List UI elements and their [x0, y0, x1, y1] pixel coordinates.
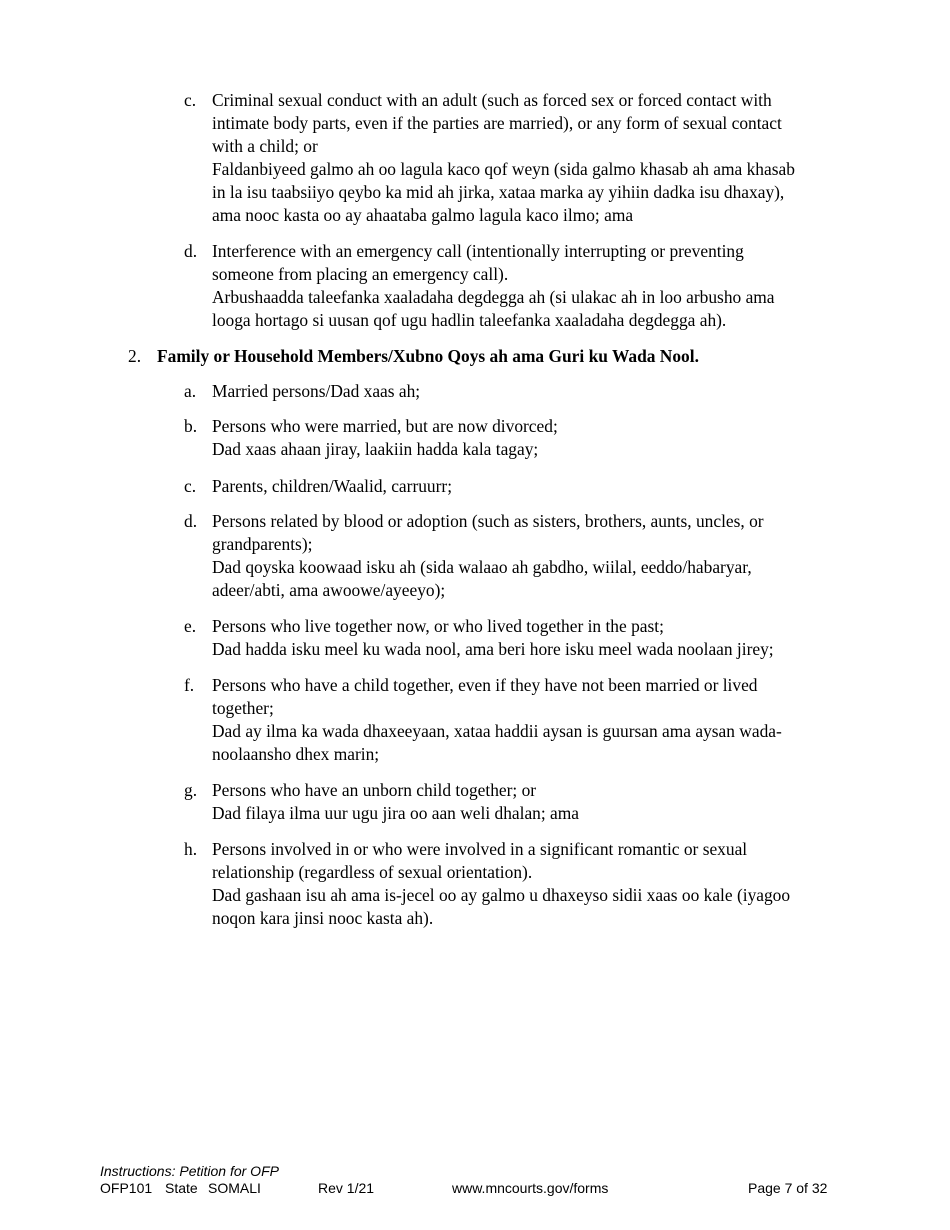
item-line: Dad xaas ahaan jiray, laakiin hadda kala tagay; — [212, 439, 539, 459]
item-text — [212, 240, 842, 332]
item-text — [212, 475, 842, 498]
item-line: intimate body parts, even if the parties are married), or any form of sexual contact — [212, 113, 782, 133]
item-marker: a. — [184, 381, 197, 401]
item-line: Persons who have an unborn child together; or — [212, 780, 537, 800]
item-line: Married persons/Dad xaas ah; — [212, 381, 421, 401]
item-marker: g. — [184, 780, 198, 800]
item-line: Persons involved in or who were involved in a significant romantic or sexual — [212, 839, 748, 859]
item-text — [212, 674, 842, 766]
footer-state: State — [165, 1180, 198, 1196]
item-text — [212, 510, 842, 602]
item-line: Persons related by blood or adoption (such as sisters, brothers, aunts, uncles, or — [212, 511, 764, 531]
item-line: Parents, children/Waalid, carruurr; — [212, 476, 453, 496]
item-line: Persons who live together now, or who lived together in the past; — [212, 616, 664, 636]
item-line: Persons who have a child together, even if they have not been married or lived — [212, 675, 758, 695]
item-line: Dad filaya ilma uur ugu jira oo aan weli dhalan; ama — [212, 803, 580, 823]
item-line: adeer/abti, ama awoowe/ayeeyo); — [212, 580, 446, 600]
footer-form-id: OFP101 — [100, 1180, 153, 1196]
item-marker: c. — [184, 90, 197, 110]
item-marker: d. — [184, 511, 198, 531]
item-line: Faldanbiyeed galmo ah oo lagula kaco qof weyn (sida galmo khasab ah ama khasab — [212, 159, 795, 179]
item-marker: h. — [184, 839, 198, 859]
item-marker: d. — [184, 241, 198, 261]
item-line: Interference with an emergency call (intentionally interrupting or preventing — [212, 241, 744, 261]
item-line: ama nooc kasta oo ay ahaataba galmo lagula kaco ilmo; ama — [212, 205, 634, 225]
item-marker: b. — [184, 416, 198, 436]
item-line: Criminal sexual conduct with an adult (such as forced sex or forced contact with — [212, 90, 772, 110]
item-marker: e. — [184, 616, 197, 636]
item-line: relationship (regardless of sexual orientation). — [212, 862, 533, 882]
item-text — [212, 89, 842, 227]
item-text — [212, 415, 842, 461]
item-text — [212, 779, 842, 825]
item-text — [212, 615, 842, 661]
item-line: Dad gashaan isu ah ama is-jecel oo ay galmo u dhaxeyso sidii xaas oo kale (iyagoo — [212, 885, 791, 905]
item-line: grandparents); — [212, 534, 313, 554]
item-line: noqon kara jinsi nooc kasta ah). — [212, 908, 434, 928]
item-line: together; — [212, 698, 274, 718]
item-line: in la isu taabsiiyo qeybo ka mid ah jirka, xataa marka ay yihiin dadka isu dhaxay), — [212, 182, 785, 202]
item-marker: c. — [184, 476, 197, 496]
item-line: someone from placing an emergency call). — [212, 264, 509, 284]
item-text — [212, 838, 842, 930]
section-title: Family or Household Members/Xubno Qoys ah ama Guri ku Wada Nool. — [157, 346, 699, 366]
item-line: Dad ay ilma ka wada dhaxeeyaan, xataa haddii aysan is guursan ama aysan wada- — [212, 721, 782, 741]
item-line: Arbushaadda taleefanka xaaladaha degdegga ah (si ulakac ah in loo arbusho ama — [212, 287, 775, 307]
item-line: looga hortago si uusan qof ugu hadlin taleefanka xaaladaha degdegga ah). — [212, 310, 727, 330]
item-marker: f. — [184, 675, 195, 695]
section-number: 2. — [128, 346, 142, 366]
item-text — [212, 380, 842, 403]
footer-page-number: Page 7 of 32 — [748, 1180, 828, 1196]
footer-website: www.mncourts.gov/forms — [452, 1180, 609, 1196]
footer-title: Instructions: Petition for OFP — [100, 1163, 279, 1179]
item-line: Persons who were married, but are now divorced; — [212, 416, 558, 436]
item-line: noolaansho dhex marin; — [212, 744, 380, 764]
footer-revision: Rev 1/21 — [318, 1180, 375, 1196]
item-line: Dad qoyska koowaad isku ah (sida walaao ah gabdho, wiilal, eeddo/habaryar, — [212, 557, 752, 577]
item-line: Dad hadda isku meel ku wada nool, ama beri hore isku meel wada noolaan jirey; — [212, 639, 774, 659]
footer-language: SOMALI — [208, 1180, 261, 1196]
item-line: with a child; or — [212, 136, 318, 156]
